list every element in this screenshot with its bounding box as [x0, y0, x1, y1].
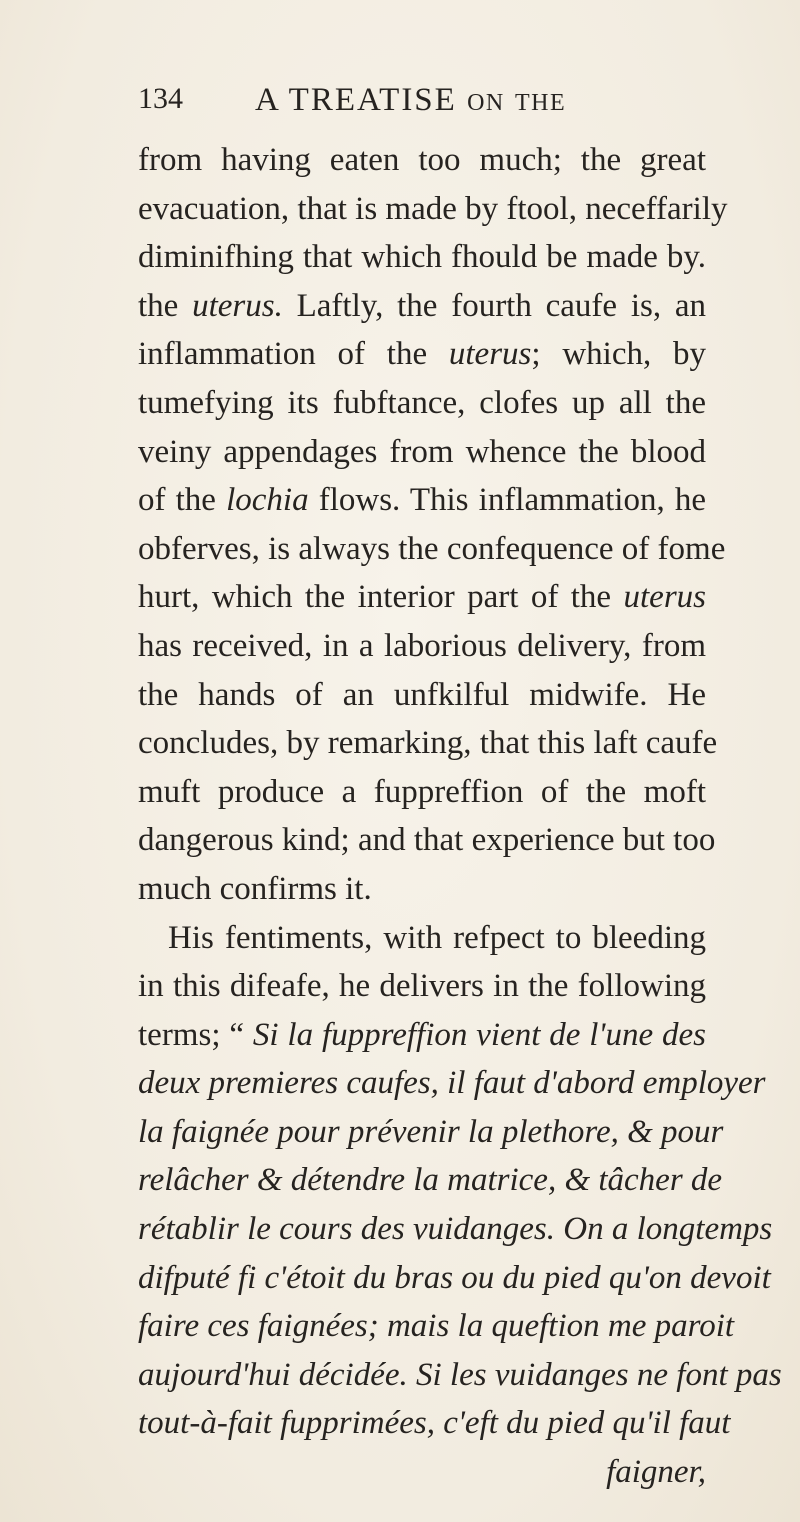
running-title-main: A TREATISE — [255, 82, 457, 118]
italic-text: uterus — [623, 579, 706, 616]
text-line — [138, 428, 706, 477]
text-line — [138, 525, 726, 574]
italic-text: faire ces faignées; mais la queftion me paroit — [138, 1308, 735, 1345]
text-line — [138, 622, 706, 671]
text-segment: evacuation, that is made by ftool, neceffarily — [138, 190, 728, 227]
text-line — [138, 816, 716, 865]
text-segment: of the — [138, 482, 227, 519]
text-segment: Laftly, the fourth caufe is, an — [282, 287, 706, 324]
text-line — [138, 1156, 723, 1205]
text-segment: the hands of an unfkilful midwife. He — [138, 676, 706, 713]
text-line — [138, 1011, 706, 1060]
text-segment: tumefying its fubftance, clofes up all the — [138, 384, 706, 421]
italic-text: deux premieres caufes, il faut d'abord employer — [138, 1065, 766, 1102]
text-line — [138, 330, 706, 379]
page-number: 134 — [138, 82, 183, 115]
italic-text: relâcher & détendre la matrice, & tâcher de — [138, 1162, 723, 1199]
text-line — [138, 1351, 782, 1400]
text-segment: much confirms it. — [138, 870, 372, 907]
body-text — [138, 136, 782, 1497]
text-line — [138, 573, 706, 622]
text-line — [138, 379, 706, 428]
text-segment: terms; “ — [138, 1016, 253, 1053]
italic-text: rétablir le cours des vuidanges. On a longtemps — [138, 1211, 773, 1248]
text-line — [138, 914, 706, 963]
italic-text: la faignée pour prévenir la plethore, & pour — [138, 1113, 724, 1150]
text-line — [138, 1399, 731, 1448]
text-segment: muft produce a fuppreffion of the moft — [138, 773, 706, 810]
italic-text: lochia — [226, 482, 309, 519]
text-line — [138, 1205, 773, 1254]
text-segment: has received, in a laborious delivery, from — [138, 627, 706, 664]
text-segment: dangerous kind; and that experience but too — [138, 822, 716, 859]
text-segment: concludes, by remarking, that this laft caufe — [138, 725, 718, 762]
text-line — [138, 768, 706, 817]
text-line — [138, 185, 728, 234]
text-line — [138, 671, 706, 720]
text-line — [138, 1448, 706, 1497]
text-segment: ; which, by — [531, 336, 706, 373]
italic-text: tout-à-fait fupprimées, c'eft du pied qu'il faut — [138, 1405, 731, 1442]
italic-text: difputé fi c'étoit du bras ou du pied qu'on devoit — [138, 1259, 771, 1296]
running-title — [255, 82, 566, 119]
text-line — [138, 719, 718, 768]
italic-text: faigner, — [606, 1454, 706, 1491]
text-segment: flows. This inflammation, he — [308, 482, 706, 519]
text-line — [138, 233, 706, 282]
italic-text: aujourd'hui décidée. Si les vuidanges ne font pas — [138, 1356, 782, 1393]
text-line — [138, 865, 706, 914]
text-line — [138, 282, 706, 331]
text-segment: the — [138, 287, 193, 324]
text-segment: veiny appendages from whence the blood — [138, 433, 706, 470]
text-line — [138, 1108, 724, 1157]
text-segment: His fentiments, with refpect to bleeding — [168, 919, 706, 956]
text-line — [138, 962, 706, 1011]
running-title-on: ON — [467, 90, 505, 116]
italic-text: uterus. — [192, 287, 283, 324]
italic-text: Si la fuppreffion vient de l'une des — [252, 1016, 706, 1053]
text-segment: in this difeafe, he delivers in the following — [138, 968, 706, 1005]
text-segment: hurt, which the interior part of the — [138, 579, 624, 616]
text-line — [138, 476, 706, 525]
text-segment: diminifhing that which fhould be made by. — [138, 239, 706, 276]
text-line — [138, 1254, 771, 1303]
italic-text: uterus — [448, 336, 532, 373]
text-line — [138, 1302, 735, 1351]
text-line — [138, 1059, 766, 1108]
text-segment: from having eaten too much; the great — [138, 142, 706, 178]
text-segment: obferves, is always the confequence of fome — [138, 530, 726, 567]
text-segment: inflammation of the — [138, 336, 449, 373]
text-line — [138, 136, 706, 185]
running-title-the: THE — [515, 90, 567, 116]
running-header — [138, 82, 698, 126]
